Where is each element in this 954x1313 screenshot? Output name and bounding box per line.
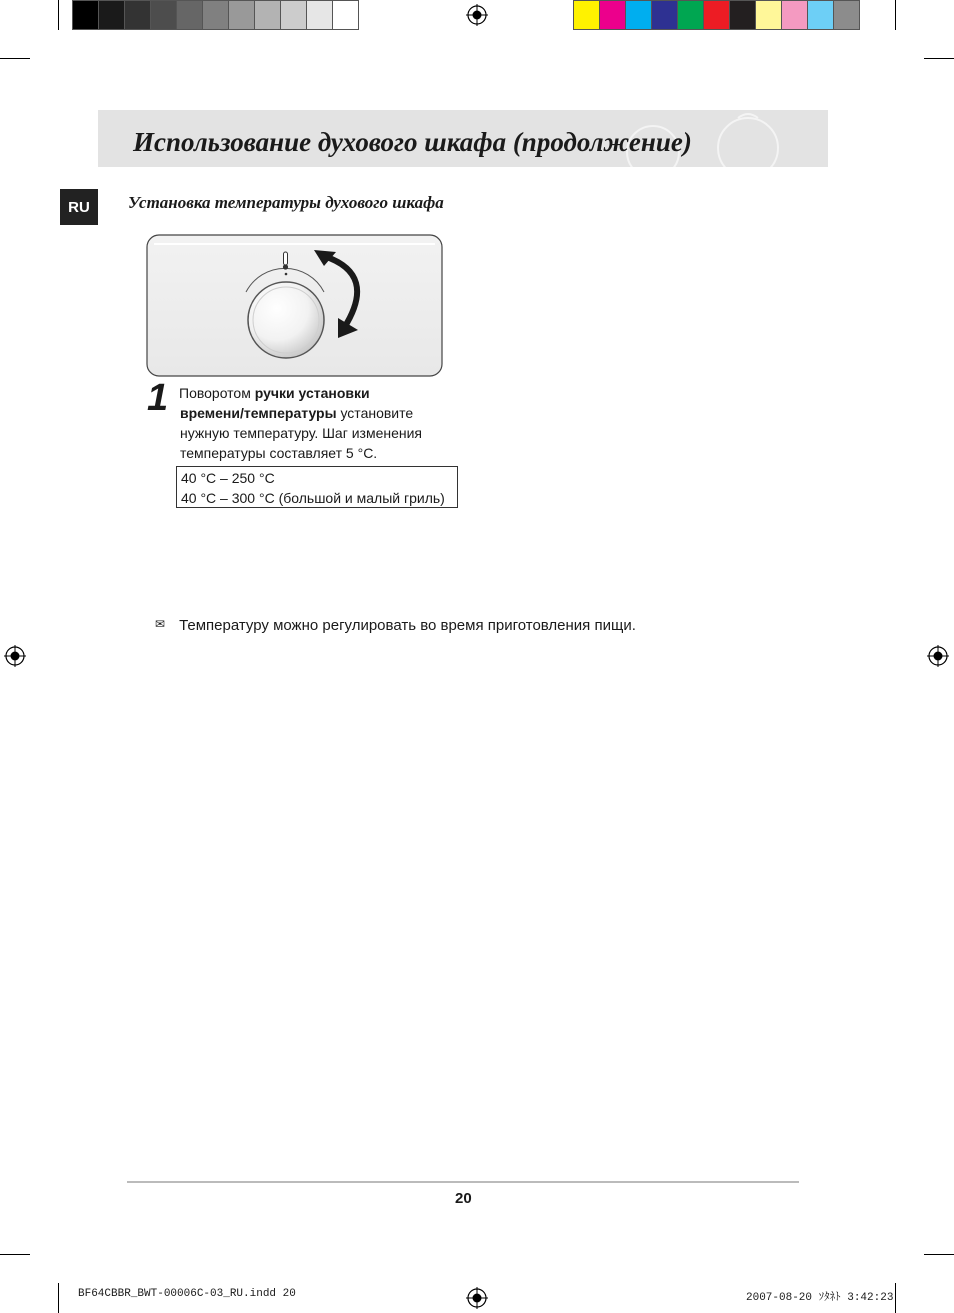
gray-swatch: [333, 0, 359, 30]
step-text-bold-1: ручки установки: [254, 385, 370, 401]
color-swatch: [808, 0, 834, 30]
temperature-range-box: [176, 466, 458, 508]
color-swatch: [600, 0, 626, 30]
crop-mark: [924, 1254, 954, 1255]
thermometer-icon: [283, 252, 288, 270]
note-icon: ✉: [155, 617, 166, 631]
color-swatch: [678, 0, 704, 30]
note-text: Температуру можно регулировать во время приготовления пищи.: [179, 617, 636, 634]
step-number: 1: [147, 377, 169, 419]
color-swatch: [782, 0, 808, 30]
gray-swatch: [72, 0, 99, 30]
registration-mark-icon: [466, 1287, 488, 1309]
process-color-bar: [573, 0, 860, 30]
gray-swatch: [177, 0, 203, 30]
language-badge: RU: [60, 189, 98, 225]
gray-swatch: [307, 0, 333, 30]
date-slug: 2007-08-20 ｿﾀﾈﾄ 3:42:23: [746, 1292, 894, 1304]
crop-mark: [58, 1283, 59, 1313]
crop-mark: [924, 58, 954, 59]
gray-swatch: [99, 0, 125, 30]
step-text-prefix: Поворотом: [179, 385, 255, 401]
registration-mark-icon: [4, 645, 26, 667]
grayscale-color-bar: [72, 0, 359, 30]
color-swatch: [652, 0, 678, 30]
crop-mark: [0, 58, 30, 59]
file-slug: BF64CBBR_BWT-00006C-03_RU.indd 20: [78, 1288, 296, 1300]
color-swatch: [626, 0, 652, 30]
step-instruction: [179, 383, 469, 463]
step-text-after-bold: установите: [336, 405, 414, 421]
gray-swatch: [203, 0, 229, 30]
step-text-line-3: нужную температуру. Шаг изменения: [180, 425, 423, 441]
step-text-line-4: температуры составляет 5 °C.: [180, 445, 378, 461]
gray-swatch: [229, 0, 255, 30]
step-text-bold-2: времени/температуры: [180, 405, 337, 421]
note: [155, 617, 636, 634]
gray-swatch: [125, 0, 151, 30]
section-subtitle: Установка температуры духового шкафа: [128, 193, 444, 212]
gray-swatch: [151, 0, 177, 30]
crop-mark: [895, 1283, 896, 1313]
knob-illustration: [146, 234, 444, 378]
color-swatch: [834, 0, 860, 30]
registration-mark-icon: [466, 4, 488, 26]
color-swatch: [573, 0, 600, 30]
range-line: 40 °C – 300 °C (большой и малый гриль): [181, 490, 445, 506]
crop-mark: [895, 0, 896, 30]
crop-mark: [58, 0, 59, 30]
footer-rule: [127, 1181, 799, 1183]
color-swatch: [730, 0, 756, 30]
gray-swatch: [281, 0, 307, 30]
crop-mark: [0, 1254, 30, 1255]
page-number: 20: [455, 1190, 472, 1207]
registration-mark-icon: [927, 645, 949, 667]
color-swatch: [704, 0, 730, 30]
gray-swatch: [255, 0, 281, 30]
range-line: 40 °C – 250 °C: [181, 470, 275, 486]
color-swatch: [756, 0, 782, 30]
page-title: Использование духового шкафа (продолжение): [133, 127, 692, 157]
